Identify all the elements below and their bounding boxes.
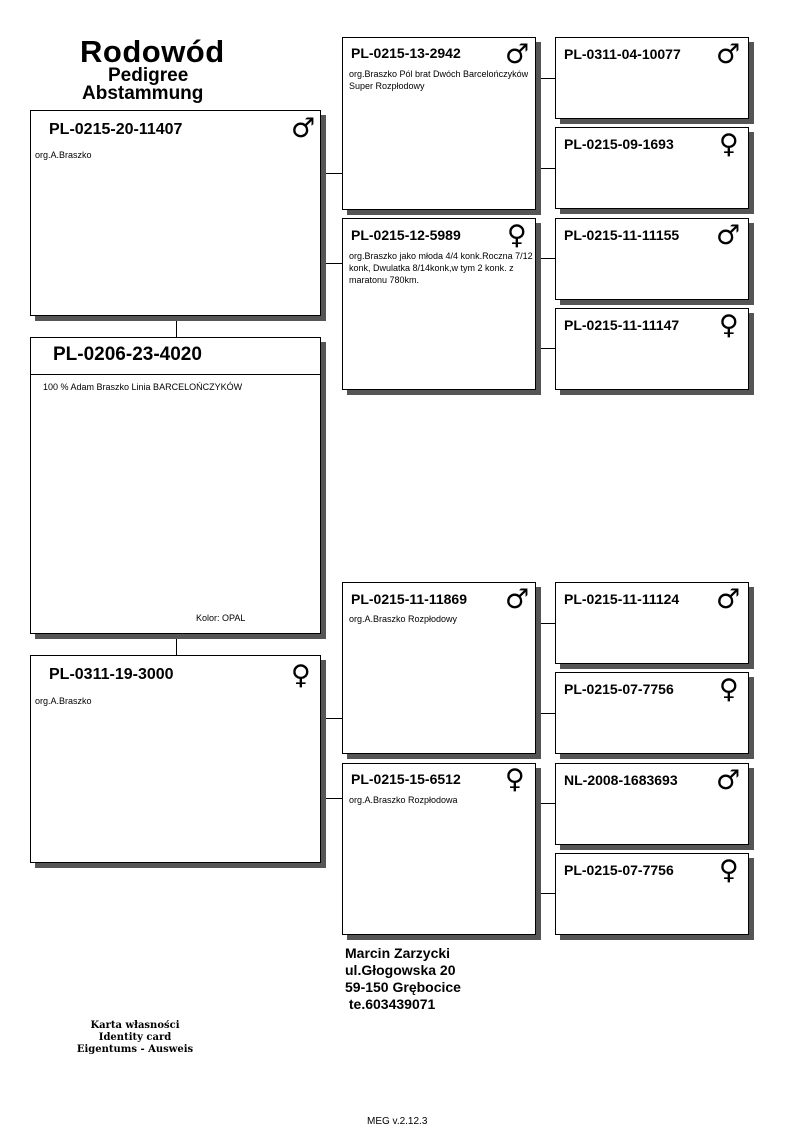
connector-dam-gen2 [320, 718, 342, 719]
sire-sire-card[interactable] [342, 37, 536, 210]
title-pedigree: Pedigree [108, 65, 189, 86]
connector-gen2-gen3 [535, 258, 555, 259]
card-line-pl: Karta własności [90, 1020, 180, 1031]
male-icon: ♂ [716, 39, 741, 70]
connector-dam-gen2 [320, 798, 342, 799]
gen3-ring-number: PL-0215-07-7756 [564, 681, 674, 697]
card-line-de: Eigentums - Ausweis [76, 1044, 194, 1055]
gen3-card-dsd[interactable] [555, 672, 749, 754]
dam-sire-ring-number: PL-0215-11-11869 [351, 591, 467, 607]
sire-note: org.A.Braszko [35, 150, 92, 160]
sire-dam-card[interactable] [342, 218, 536, 390]
dam-sire-note: org.A.Braszko Rozpłodowy [349, 614, 458, 624]
gen3-card-dds[interactable] [555, 763, 749, 845]
gen3-card-sdd[interactable] [555, 308, 749, 390]
male-icon: ♂ [291, 113, 316, 144]
female-icon: ♀ [291, 660, 311, 691]
gen3-card-dss[interactable] [555, 582, 749, 664]
male-icon: ♂ [716, 765, 741, 796]
software-version: MEG v.2.12.3 [367, 1116, 428, 1127]
subject-divider [31, 374, 320, 375]
gen3-ring-number: NL-2008-1683693 [564, 772, 678, 788]
dam-card[interactable] [30, 655, 321, 863]
male-icon: ♂ [716, 220, 741, 251]
female-icon: ♀ [505, 764, 525, 795]
connector-gen2-gen3 [535, 623, 555, 624]
dam-ring-number: PL-0311-19-3000 [49, 666, 174, 683]
gen3-card-sss[interactable] [555, 37, 749, 119]
color-label: Kolor: OPAL [196, 613, 246, 623]
connector-subject-dam [176, 633, 177, 656]
female-icon: ♀ [719, 129, 739, 160]
subject-card[interactable] [30, 337, 321, 634]
owner-name: Marcin Zarzycki [345, 945, 451, 961]
identity-card-label [50, 1020, 220, 1056]
female-icon: ♀ [719, 674, 739, 705]
sire-sire-ring-number: PL-0215-13-2942 [351, 45, 461, 61]
gen3-card-ssd[interactable] [555, 127, 749, 209]
dam-dam-ring-number: PL-0215-15-6512 [351, 771, 461, 787]
subject-ring-number: PL-0206-23-4020 [53, 344, 202, 365]
sire-sire-note: org.Braszko Pól brat Dwóch Barcelończyków Super Rozpłodowy [349, 69, 529, 91]
dam-dam-card[interactable] [342, 763, 536, 935]
connector-gen2-gen3 [535, 348, 555, 349]
subject-note: 100 % Adam Braszko Linia BARCELOŃCZYKÓW [43, 382, 243, 392]
gen3-card-ddd[interactable] [555, 853, 749, 935]
card-line-en: Identity card [98, 1032, 172, 1043]
connector-gen2-gen3 [535, 168, 555, 169]
connector-sire-gen2 [320, 173, 342, 174]
dam-note: org.A.Braszko [35, 696, 92, 706]
dam-dam-note: org.A.Braszko Rozpłodowa [349, 795, 458, 805]
sire-dam-ring-number: PL-0215-12-5989 [351, 227, 461, 243]
connector-gen2-gen3 [535, 78, 555, 79]
dam-sire-card[interactable] [342, 582, 536, 754]
gen3-ring-number: PL-0215-07-7756 [564, 862, 674, 878]
male-icon: ♂ [505, 584, 530, 615]
owner-phone: te.603439071 [345, 996, 436, 1012]
sire-ring-number: PL-0215-20-11407 [49, 121, 183, 138]
owner-street: ul.Głogowska 20 [345, 962, 456, 978]
title-rodowod: Rodowód [80, 34, 225, 69]
gen3-ring-number: PL-0215-11-11147 [564, 317, 680, 333]
title-abstammung: Abstammung [82, 83, 204, 104]
gen3-ring-number: PL-0215-11-11124 [564, 591, 680, 607]
female-icon: ♀ [507, 220, 527, 251]
female-icon: ♀ [719, 855, 739, 886]
sire-dam-note: org.Braszko jako młoda 4/4 konk.Roczna 7/12 konk, Dwulatka 8/14konk,w tym 2 konk. z maratonu 780km. [349, 251, 533, 285]
connector-sire-gen2 [320, 263, 342, 264]
owner-city: 59-150 Grębocice [345, 979, 461, 995]
male-icon: ♂ [505, 39, 530, 70]
gen3-ring-number: PL-0311-04-10077 [564, 46, 681, 62]
gen3-card-sds[interactable] [555, 218, 749, 300]
connector-gen2-gen3 [535, 803, 555, 804]
male-icon: ♂ [716, 584, 741, 615]
sire-card[interactable] [30, 110, 321, 316]
gen3-ring-number: PL-0215-11-11155 [564, 227, 680, 243]
connector-gen2-gen3 [535, 713, 555, 714]
female-icon: ♀ [719, 310, 739, 341]
connector-sire-subject [176, 315, 177, 338]
owner-info [345, 945, 461, 1013]
gen3-ring-number: PL-0215-09-1693 [564, 136, 674, 152]
connector-gen2-gen3 [535, 893, 555, 894]
